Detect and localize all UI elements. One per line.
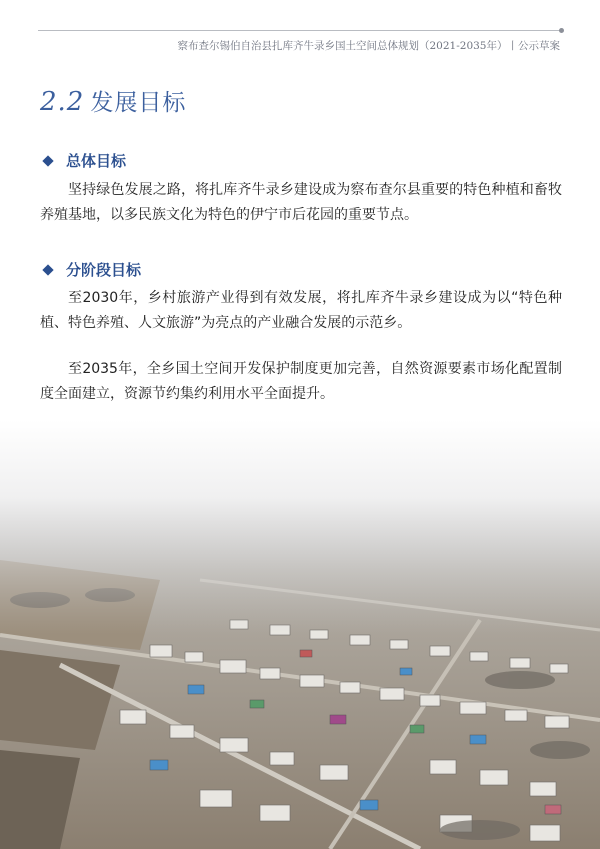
running-head: 察布查尔锡伯自治县扎库齐牛录乡国土空间总体规划（2021-2035年）丨公示草案 — [177, 40, 560, 52]
header-rule-dot — [559, 28, 564, 33]
phased-goal-label: 分阶段目标 — [66, 261, 142, 279]
section-heading: 发展目标 — [90, 90, 187, 116]
overall-goal-heading — [44, 150, 126, 171]
overall-goal-label: 总体目标 — [66, 152, 127, 170]
section-number: 2.2 — [40, 87, 85, 117]
header-rule — [38, 30, 562, 31]
aerial-village-photo — [0, 420, 600, 849]
phased-goal-paragraph-2030: 至2030年，乡村旅游产业得到有效发展，将扎库齐牛录乡建设成为以“特色种植、特色养殖、人文旅游”为亮点的产业融合发展的示范乡。 — [40, 290, 562, 331]
phased-goal-paragraph-2035: 至2035年，全乡国土空间开发保护制度更加完善，自然资源要素市场化配置制度全面建立，资源节约集约利用水平全面提升。 — [40, 361, 562, 402]
diamond-bullet-icon — [42, 155, 53, 166]
diamond-bullet-icon — [42, 264, 53, 275]
phased-goal-heading — [44, 259, 141, 280]
overall-goal-paragraph: 坚持绿色发展之路，将扎库齐牛录乡建设成为察布查尔县重要的特色种植和畜牧养殖基地，以多民族文化为特色的伊宁市后花园的重要节点。 — [40, 182, 562, 223]
section-title — [40, 84, 186, 117]
